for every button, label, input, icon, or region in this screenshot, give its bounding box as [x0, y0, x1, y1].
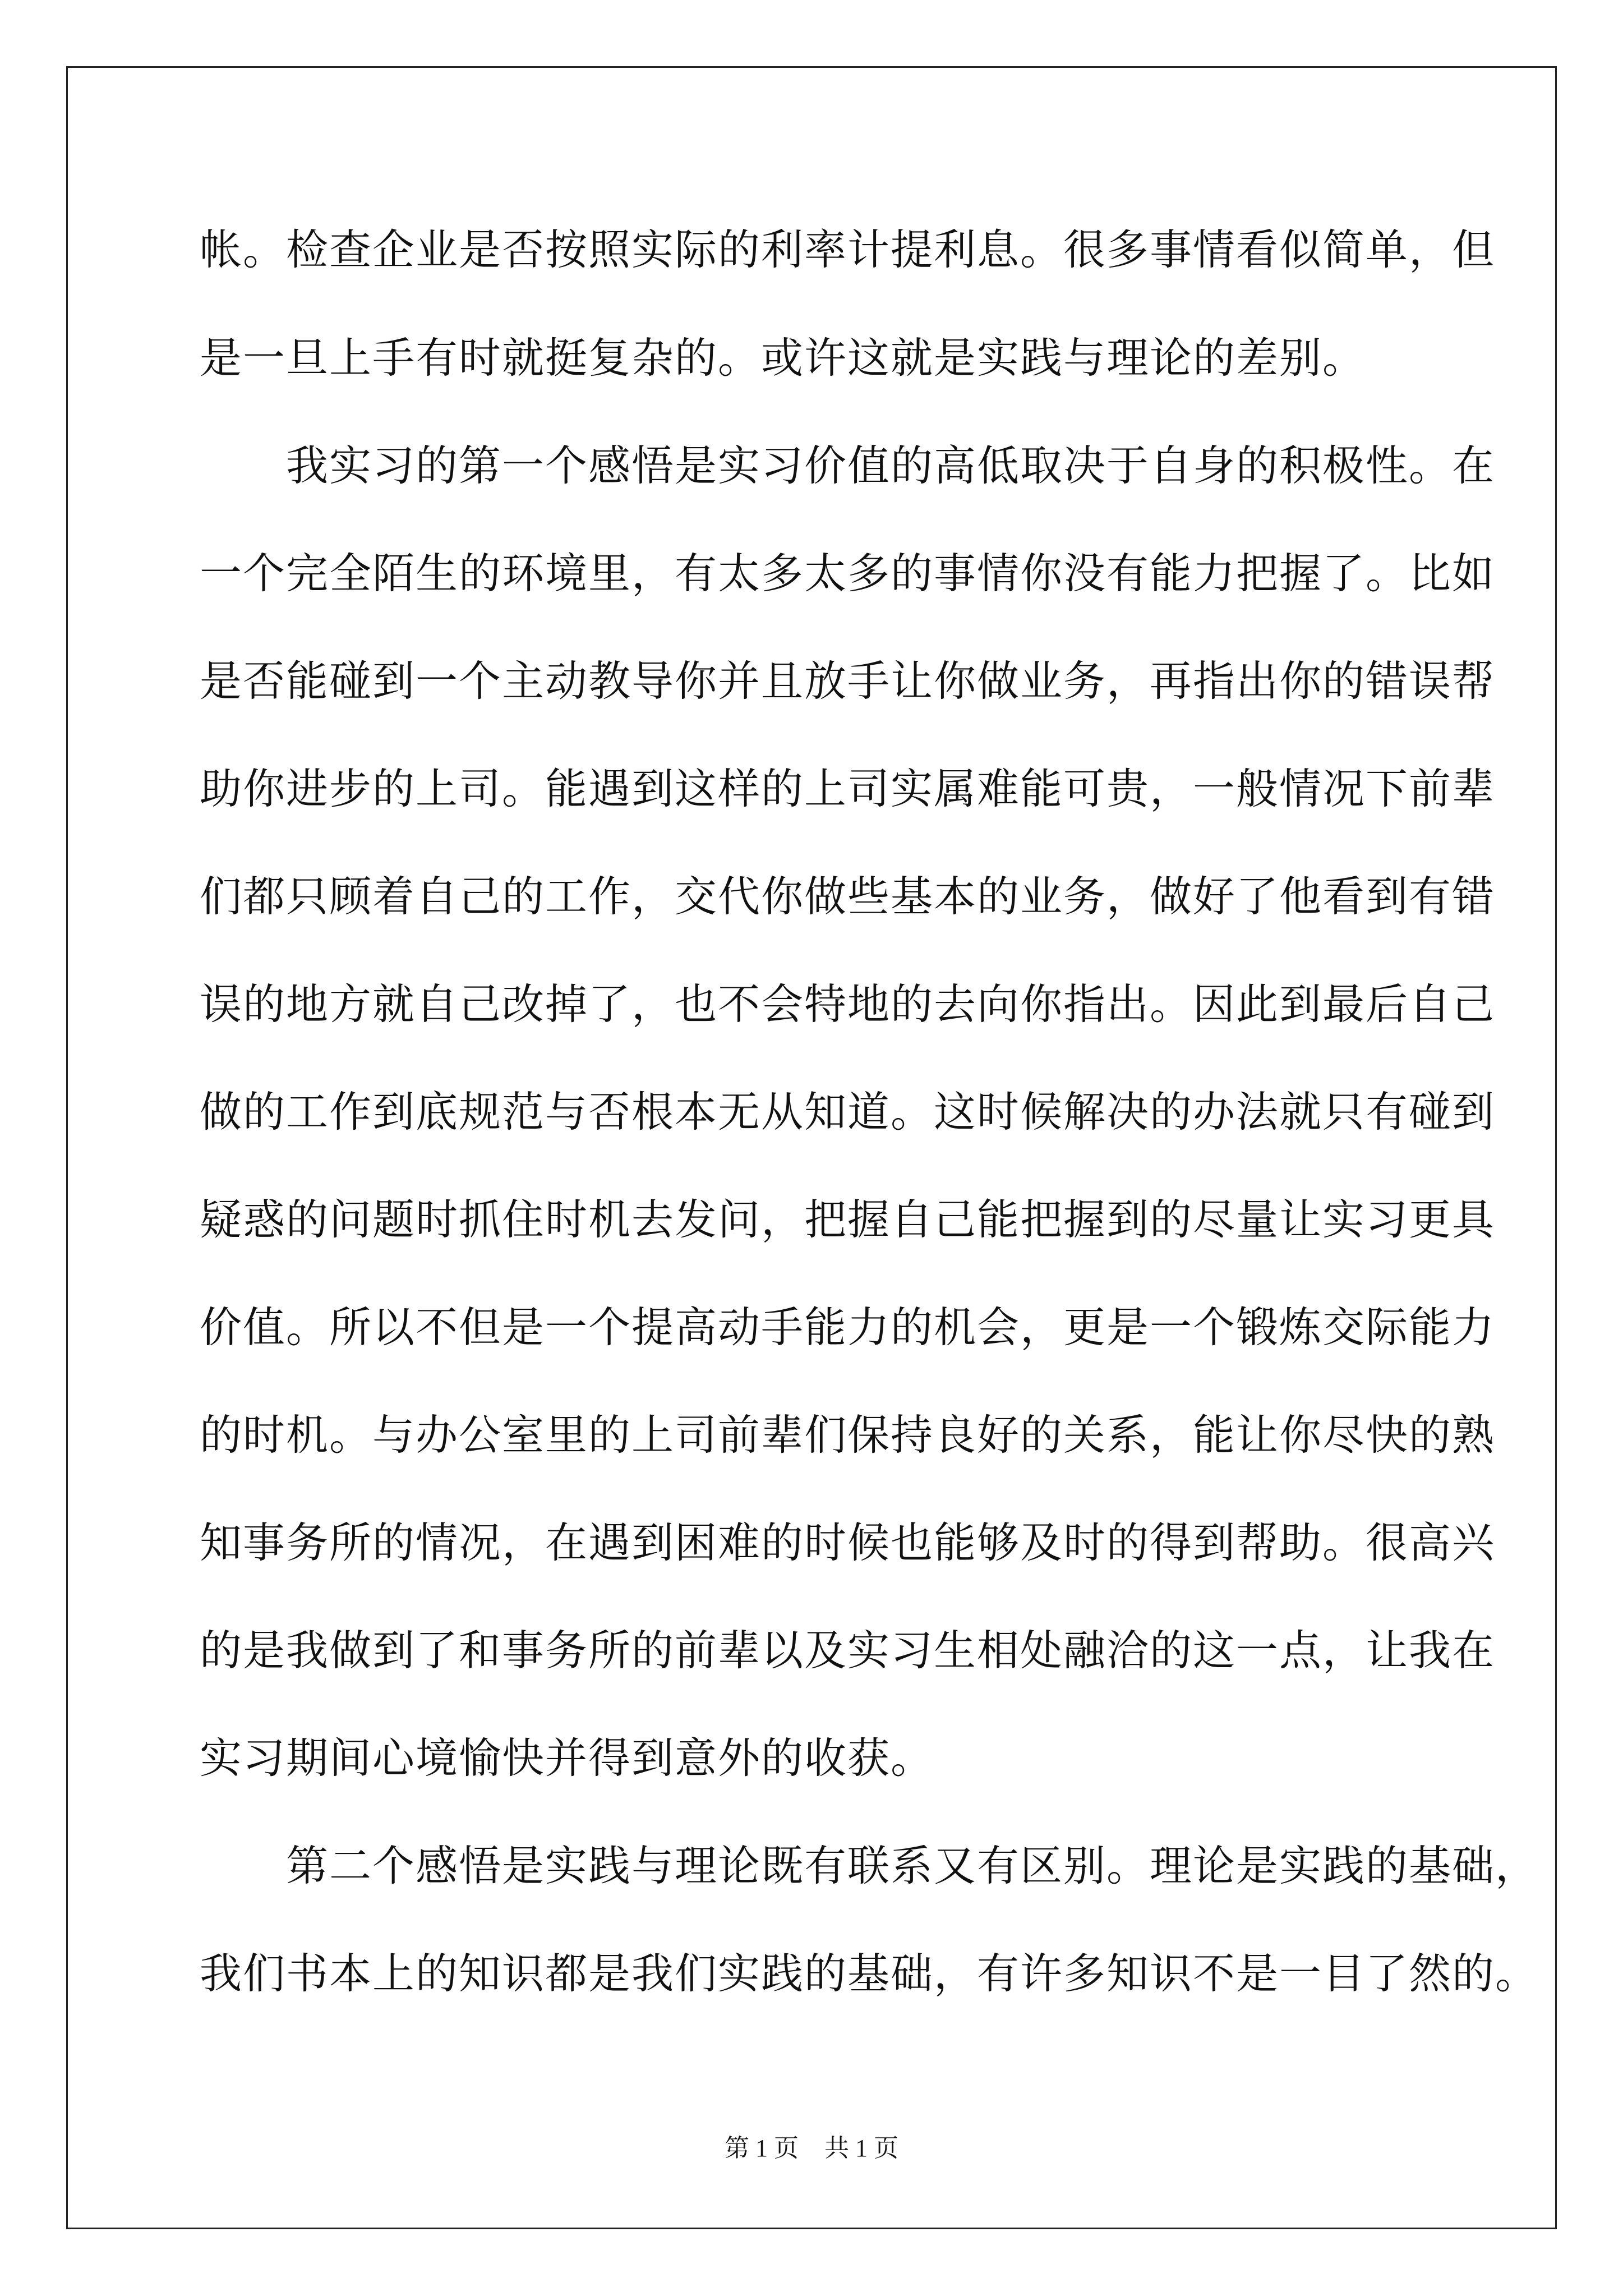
paragraph-start-line: 我实习的第一个感悟是实习价值的高低取决于自身的积极性。在	[200, 441, 1496, 490]
text-line: 们都只顾着自己的工作，交代你做些基本的业务，做好了他看到有错	[200, 872, 1496, 921]
text-line: 帐。检查企业是否按照实际的利率计提利息。很多事情看似简单，但	[200, 225, 1496, 274]
text-line: 做的工作到底规范与否根本无从知道。这时候解决的办法就只有碰到	[200, 1087, 1496, 1137]
page-total: 共 1 页	[824, 2134, 898, 2162]
paragraph-start-line: 第二个感悟是实践与理论既有联系又有区别。理论是实践的基础，	[200, 1841, 1539, 1890]
text-line: 一个完全陌生的环境里，有太多太多的事情你没有能力把握了。比如	[200, 549, 1496, 598]
text-line: 我们书本上的知识都是我们实践的基础，有许多知识不是一目了然的。	[200, 1949, 1539, 1998]
text-line: 疑惑的问题时抓住时机去发问，把握自己能把握到的尽量让实习更具	[200, 1195, 1496, 1244]
text-line: 知事务所的情况，在遇到困难的时候也能够及时的得到帮助。很高兴	[200, 1518, 1496, 1567]
page-number: 第 1 页	[725, 2134, 799, 2162]
text-line: 价值。所以不但是一个提高动手能力的机会，更是一个锻炼交际能力	[200, 1303, 1496, 1352]
text-line: 实习期间心境愉快并得到意外的收获。	[200, 1733, 934, 1783]
text-line: 误的地方就自己改掉了，也不会特地的去向你指出。因此到最后自己	[200, 979, 1496, 1029]
text-line: 助你进步的上司。能遇到这样的上司实属难能可贵，一般情况下前辈	[200, 764, 1496, 813]
text-line: 的是我做到了和事务所的前辈以及实习生相处融洽的这一点，让我在	[200, 1626, 1496, 1675]
text-line: 是一旦上手有时就挺复杂的。或许这就是实践与理论的差别。	[200, 333, 1366, 383]
text-line: 的时机。与办公室里的上司前辈们保持良好的关系，能让你尽快的熟	[200, 1410, 1496, 1460]
page-footer	[0, 2132, 1623, 2165]
text-line: 是否能碰到一个主动教导你并且放手让你做业务，再指出你的错误帮	[200, 656, 1496, 706]
